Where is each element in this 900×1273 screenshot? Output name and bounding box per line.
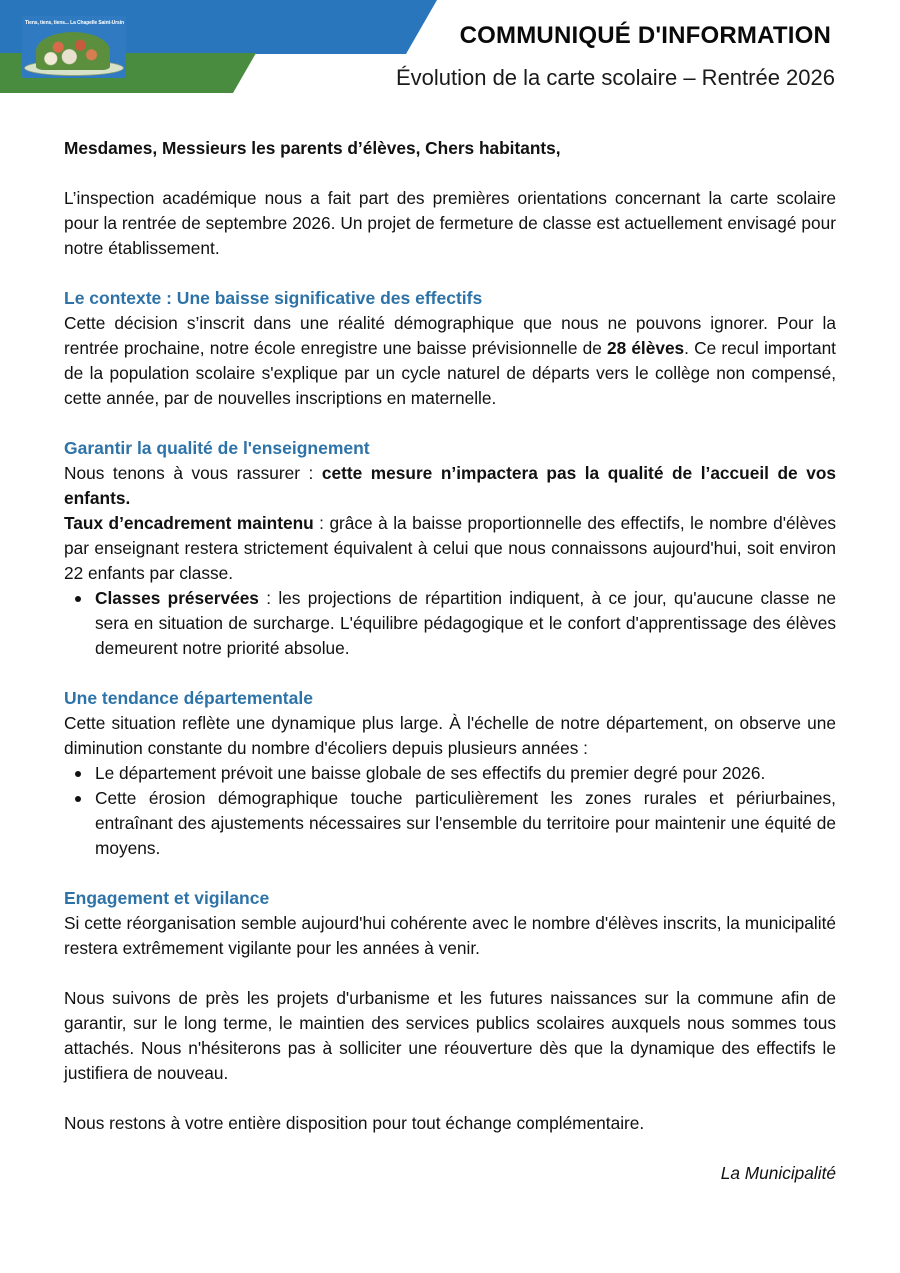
document-title: COMMUNIQUÉ D'INFORMATION: [459, 22, 831, 49]
greeting: Mesdames, Messieurs les parents d’élèves, Chers habitants,: [64, 138, 561, 158]
bullet-list: [64, 761, 836, 861]
village-illustration-icon: [36, 32, 110, 70]
section-departmental-trend: [64, 686, 836, 861]
letterhead: [0, 0, 900, 100]
section-paragraph: Cette situation reflète une dynamique plus large. À l'échelle de notre département, on observe une diminution constante du nombre d'écoliers depuis plusieurs années :: [64, 713, 836, 758]
section-paragraph: Si cette réorganisation semble aujourd'hui cohérente avec le nombre d'élèves inscrits, la municipalité restera extrêmement vigilante pour les années à venir.: [64, 913, 836, 958]
logo-caption: Tiens, tiens, tiens... La Chapelle Saint-Ursin: [25, 20, 124, 26]
bullet-list: [64, 586, 836, 661]
town-logo: [22, 16, 126, 78]
list-item: Cette érosion démographique touche particulièrement les zones rurales et périurbaines, entraînant des ajustements nécessaires sur l'ensemble du territoire pour maintenir une équité de moyens.: [95, 786, 836, 861]
list-item: Classes préservées : les projections de répartition indiquent, à ce jour, qu'aucune classe ne sera en situation de surcharge. L'équilibre pédagogique et le confort d'apprentissage des élèves demeurent notre priorité absolue.: [95, 586, 836, 661]
closing-paragraph: Nous restons à votre entière disposition pour tout échange complémentaire.: [64, 1113, 645, 1133]
section-paragraph: Nous tenons à vous rassurer : cette mesure n’impactera pas la qualité de l’accueil de vos enfants.: [64, 463, 836, 508]
section-context: [64, 286, 836, 411]
section-commitment: [64, 886, 836, 1086]
section-heading: Une tendance départementale: [64, 688, 313, 708]
letter-body: [64, 136, 836, 1186]
section-paragraph: Nous suivons de près les projets d'urbanisme et les futures naissances sur la commune afin de garantir, sur le long terme, le maintien des services publics scolaires auxquels nous sommes tous attachés. Nous n'hésiterons pas à solliciter une réouverture dès que la dynamique des effectifs le justifiera de nouveau.: [64, 988, 836, 1083]
document-subtitle: Évolution de la carte scolaire – Rentrée 2026: [395, 65, 835, 90]
section-paragraph: Taux d’encadrement maintenu : grâce à la baisse proportionnelle des effectifs, le nombre d'élèves par enseignant restera strictement équivalent à celui que nous connaissons aujourd'hui, soit environ 22 enfants par classe.: [64, 513, 836, 583]
section-paragraph: Cette décision s’inscrit dans une réalité démographique que nous ne pouvons ignorer. Pour la rentrée prochaine, notre école enregistre une baisse prévisionnelle de 28 élèves. Ce recul important de la population scolaire s'explique par un cycle naturel de départs vers le collège non compensé, cette année, par de nouvelles inscriptions en maternelle.: [64, 313, 836, 408]
section-heading: Garantir la qualité de l'enseignement: [64, 438, 370, 458]
intro-paragraph: L’inspection académique nous a fait part des premières orientations concernant la carte scolaire pour la rentrée de septembre 2026. Un projet de fermeture de classe est actuellement envisagé pour notre établissement.: [64, 188, 836, 258]
signature: La Municipalité: [720, 1163, 836, 1183]
list-item: Le département prévoit une baisse globale de ses effectifs du premier degré pour 2026.: [95, 761, 836, 786]
section-heading: Le contexte : Une baisse significative des effectifs: [64, 288, 483, 308]
section-quality: [64, 436, 836, 661]
section-heading: Engagement et vigilance: [64, 888, 270, 908]
student-drop-count: 28 élèves: [606, 338, 685, 358]
